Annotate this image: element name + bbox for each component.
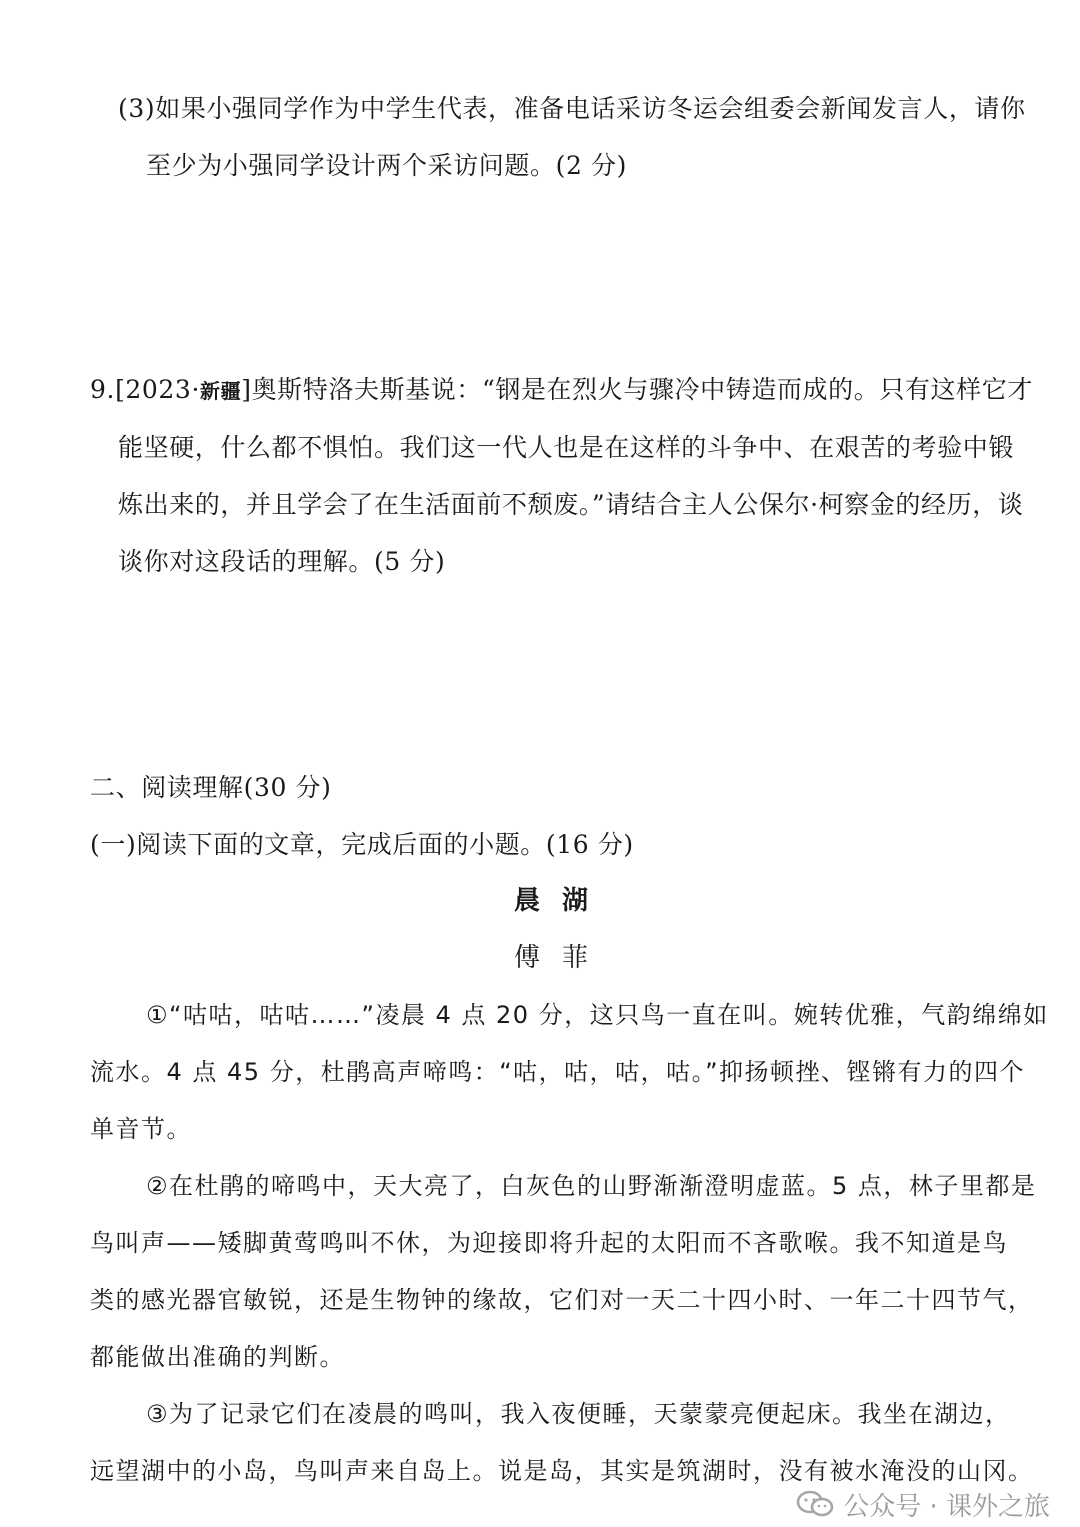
- paragraph-2-line-1: ②在杜鹃的啼鸣中，天大亮了，白灰色的山野渐渐澄明虚蓝。5 点，林子里都是: [146, 1172, 1037, 1200]
- paragraph-2-line-2: 鸟叫声——矮脚黄莺鸣叫不休，为迎接即将升起的太阳而不吝歌喉。我不知道是鸟: [90, 1229, 1008, 1257]
- watermark: [795, 1486, 1050, 1522]
- watermark-text: 公众号 · 课外之旅: [843, 1491, 1050, 1522]
- source-region: 新疆: [200, 379, 242, 403]
- paragraph-3-line-2: 远望湖中的小岛，鸟叫声来自岛上。说是岛，其实是筑湖时，没有被水淹没的山冈。: [90, 1457, 1034, 1485]
- source-tag-open: [2023·: [115, 375, 200, 404]
- section-heading: 二、阅读理解(30 分): [90, 773, 332, 802]
- article-title: 晨湖: [514, 886, 611, 916]
- paragraph-1-line-2: 流水。4 点 45 分，杜鹃高声啼鸣：“咕，咕，咕，咕。”抑扬顿挫、铿锵有力的四个: [90, 1058, 1026, 1086]
- paragraph-2-line-4: 都能做出准确的判断。: [90, 1343, 345, 1371]
- question-9-line-3: 炼出来的，并且学会了在生活面前不颓废。”请结合主人公保尔·柯察金的经历，谈: [118, 490, 1024, 519]
- paragraph-1-line-1: ①“咕咕，咕咕……”凌晨 4 点 20 分，这只鸟一直在叫。婉转优雅，气韵绵绵如: [146, 1001, 1049, 1029]
- question-9-line-4: 谈你对这段话的理解。(5 分): [118, 547, 446, 576]
- question-text: 奥斯特洛夫斯基说：“钢是在烈火与骤冷中铸造而成的。只有这样它才: [251, 375, 1033, 404]
- paragraph-1-line-3: 单音节。: [90, 1115, 192, 1143]
- source-tag-close: ]: [241, 375, 252, 404]
- paragraph-3-line-1: ③为了记录它们在凌晨的鸣叫，我入夜便睡，天蒙蒙亮便起床。我坐在湖边，: [146, 1400, 1011, 1428]
- section-sub-heading: (一)阅读下面的文章，完成后面的小题。(16 分): [90, 830, 634, 859]
- article-author: 傅菲: [514, 943, 611, 973]
- question-9-line-2: 能坚硬，什么都不惧怕。我们这一代人也是在这样的斗争中、在艰苦的考验中锻: [118, 433, 1015, 462]
- paragraph-2-line-3: 类的感光器官敏锐，还是生物钟的缘故，它们对一天二十四小时、一年二十四节气，: [90, 1286, 1034, 1314]
- question-9-line-1: [90, 373, 1033, 408]
- question-8-3-line-2: 至少为小强同学设计两个采访问题。(2 分): [146, 151, 627, 180]
- wechat-icon: [795, 1489, 835, 1519]
- question-8-3-line-1: (3)如果小强同学作为中学生代表，准备电话采访冬运会组委会新闻发言人，请你: [118, 94, 1026, 123]
- question-number: 9.: [90, 375, 116, 404]
